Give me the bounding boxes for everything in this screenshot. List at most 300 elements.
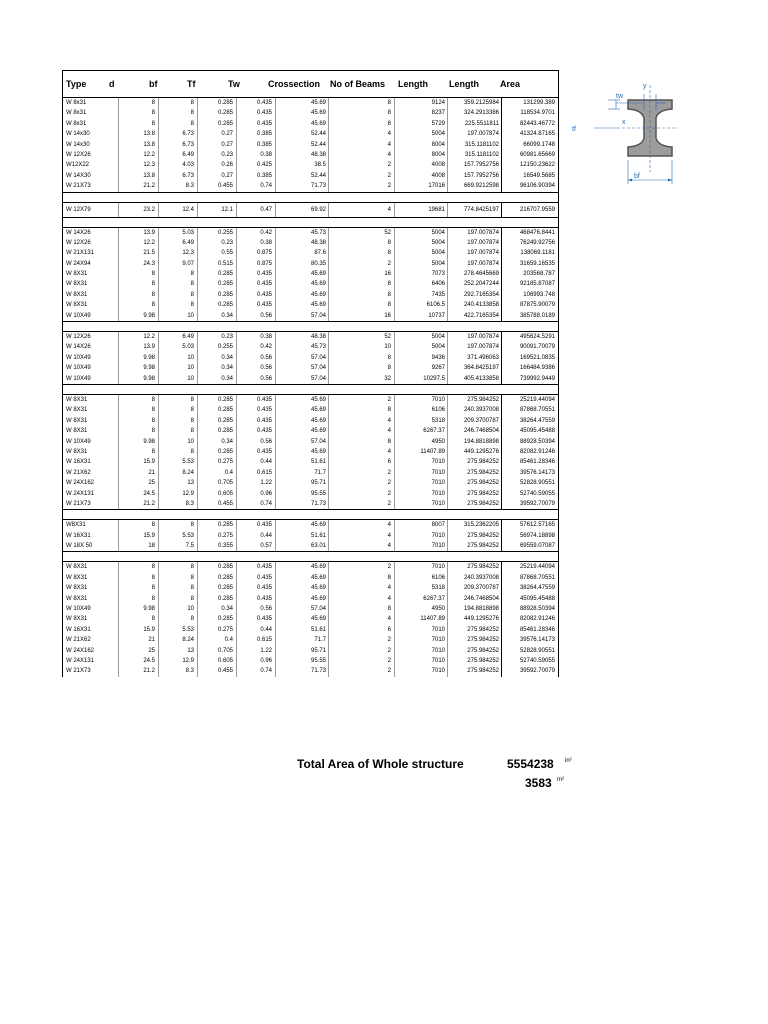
beam-group — [63, 98, 558, 193]
cell-length-mm: 6267.37 — [394, 594, 448, 604]
cell-crossection: 45.69 — [275, 520, 329, 530]
group-spacer — [63, 385, 558, 395]
cell-length-in: 225.5511811 — [447, 119, 502, 129]
cell-depth: 9.98 — [118, 363, 158, 373]
cell-depth: 21.2 — [118, 181, 158, 191]
table-row — [63, 426, 558, 436]
cell-flange-thickness: 0.285 — [197, 279, 236, 289]
cell-flange-thickness: 0.515 — [197, 259, 236, 269]
cell-crossection: 52.44 — [275, 129, 329, 139]
cell-depth: 13.8 — [118, 171, 158, 181]
cell-area: 31659.16535 — [501, 259, 557, 269]
cell-crossection: 45.69 — [275, 426, 329, 436]
cell-crossection: 71.7 — [275, 635, 329, 645]
cell-web-thickness: 0.385 — [236, 171, 275, 181]
cell-web-thickness: 0.875 — [236, 248, 275, 258]
cell-no-of-beams: 52 — [328, 332, 394, 342]
cell-no-of-beams: 8 — [328, 604, 394, 614]
table-row — [63, 98, 558, 108]
cell-depth: 12.2 — [118, 150, 158, 160]
cell-flange-thickness: 0.27 — [197, 171, 236, 181]
cell-length-in: 157.7952756 — [447, 160, 502, 170]
table-body — [63, 98, 558, 677]
cell-area: 216707.9559 — [501, 203, 557, 217]
cell-web-thickness: 1.22 — [236, 646, 275, 656]
cell-length-in: 197.007874 — [447, 248, 502, 258]
cell-flange-width: 5.03 — [158, 342, 197, 352]
cell-crossection: 57.04 — [275, 374, 329, 384]
table-row — [63, 171, 558, 181]
table-row — [63, 342, 558, 352]
cell-flange-width: 6.49 — [158, 150, 197, 160]
cell-area: 57612.57165 — [501, 520, 557, 530]
cell-area: 90091.70079 — [501, 342, 557, 352]
cell-flange-width: 13 — [158, 478, 197, 488]
cell-no-of-beams: 8 — [328, 108, 394, 118]
cell-crossection: 48.38 — [275, 150, 329, 160]
cell-type: W 16X31 — [66, 459, 91, 466]
cell-length-in: 364.8425197 — [447, 363, 502, 373]
cell-type: W 24X131 — [66, 657, 95, 664]
cell-web-thickness: 0.44 — [236, 625, 275, 635]
cell-crossection: 57.04 — [275, 363, 329, 373]
cell-depth: 8 — [118, 614, 158, 624]
cell-crossection: 57.04 — [275, 604, 329, 614]
cell-length-in: 246.7468504 — [447, 426, 502, 436]
cell-no-of-beams: 4 — [328, 583, 394, 593]
cell-length-in: 240.3937008 — [447, 405, 502, 415]
cell-length-in: 324.2913386 — [447, 108, 502, 118]
cell-length-in: 275.984252 — [447, 531, 502, 541]
cell-depth: 13.8 — [118, 140, 158, 150]
table-row — [63, 457, 558, 467]
cell-depth: 23.2 — [118, 203, 158, 217]
cell-depth: 8 — [118, 300, 158, 310]
header-tf: Tf — [187, 79, 196, 89]
cell-flange-width: 12.9 — [158, 656, 197, 666]
cell-no-of-beams: 4 — [328, 203, 394, 217]
cell-web-thickness: 0.56 — [236, 437, 275, 447]
cell-length-in: 275.984252 — [447, 489, 502, 499]
cell-flange-width: 8 — [158, 520, 197, 530]
cell-crossection: 71.73 — [275, 499, 329, 509]
cell-web-thickness: 0.38 — [236, 332, 275, 342]
cell-area: 52740.59055 — [501, 656, 557, 666]
cell-length-in: 422.7165354 — [447, 311, 502, 321]
cell-flange-width: 10 — [158, 353, 197, 363]
cell-depth: 21.5 — [118, 248, 158, 258]
cell-length-mm: 9267 — [394, 363, 448, 373]
cell-no-of-beams: 2 — [328, 259, 394, 269]
cell-length-mm: 7010 — [394, 531, 448, 541]
cell-flange-thickness: 0.4 — [197, 468, 236, 478]
cell-type: W 8X31 — [66, 585, 88, 592]
cell-crossection: 52.44 — [275, 140, 329, 150]
cell-no-of-beams: 4 — [328, 150, 394, 160]
cell-length-in: 449.1295276 — [447, 447, 502, 457]
cell-type: W 12X26 — [66, 151, 91, 158]
header-crossection: Crossection — [268, 79, 321, 89]
cell-type: W 24X162 — [66, 480, 95, 487]
cell-type: W 16X31 — [66, 626, 91, 633]
cell-flange-thickness: 0.34 — [197, 353, 236, 363]
total-area-label: Total Area of Whole structure — [297, 757, 464, 771]
cell-crossection: 51.61 — [275, 457, 329, 467]
cell-no-of-beams: 4 — [328, 520, 394, 530]
cell-area: 38264.47559 — [501, 416, 557, 426]
cell-area: 39592.70079 — [501, 666, 557, 676]
cell-type: W 21X62 — [66, 637, 91, 644]
cell-length-mm: 7010 — [394, 489, 448, 499]
cell-area: 85461.28346 — [501, 625, 557, 635]
cell-type: W 14X30 — [66, 172, 91, 179]
cell-flange-thickness: 0.275 — [197, 457, 236, 467]
cell-no-of-beams: 6 — [328, 625, 394, 635]
cell-flange-width: 8.24 — [158, 468, 197, 478]
cell-crossection: 45.73 — [275, 342, 329, 352]
cell-no-of-beams: 8 — [328, 290, 394, 300]
cell-no-of-beams: 16 — [328, 269, 394, 279]
cell-web-thickness: 0.435 — [236, 447, 275, 457]
cell-depth: 15.9 — [118, 531, 158, 541]
cell-crossection: 45.73 — [275, 228, 329, 238]
table-row — [63, 594, 558, 604]
cell-no-of-beams: 2 — [328, 499, 394, 509]
cell-no-of-beams: 4 — [328, 416, 394, 426]
cell-flange-thickness: 0.285 — [197, 447, 236, 457]
beam-group — [63, 562, 558, 676]
cell-length-mm: 5004 — [394, 228, 448, 238]
cell-no-of-beams: 8 — [328, 405, 394, 415]
cell-crossection: 45.69 — [275, 108, 329, 118]
cell-area: 88928.50394 — [501, 604, 557, 614]
table-header — [63, 71, 558, 98]
cell-type: W 8X31 — [66, 407, 88, 414]
cell-no-of-beams: 2 — [328, 478, 394, 488]
cell-length-mm: 5004 — [394, 259, 448, 269]
cell-depth: 8 — [118, 583, 158, 593]
cell-type: W 24X94 — [66, 260, 91, 267]
cell-web-thickness: 0.42 — [236, 228, 275, 238]
cell-flange-width: 6.49 — [158, 332, 197, 342]
beam-group — [63, 332, 558, 385]
cell-web-thickness: 0.435 — [236, 119, 275, 129]
cell-length-in: 275.984252 — [447, 646, 502, 656]
cell-flange-width: 8 — [158, 300, 197, 310]
cell-web-thickness: 0.435 — [236, 614, 275, 624]
cell-area: 25219.44094 — [501, 395, 557, 405]
cell-flange-thickness: 0.705 — [197, 646, 236, 656]
cell-flange-thickness: 0.23 — [197, 238, 236, 248]
cell-depth: 25 — [118, 478, 158, 488]
beam-group — [63, 228, 558, 323]
cell-length-mm: 7010 — [394, 478, 448, 488]
cell-web-thickness: 0.74 — [236, 181, 275, 191]
cell-web-thickness: 0.435 — [236, 300, 275, 310]
cell-type: W 8X31 — [66, 595, 88, 602]
table-row — [63, 625, 558, 635]
cell-crossection: 45.69 — [275, 290, 329, 300]
cell-length-mm: 4008 — [394, 160, 448, 170]
cell-area: 87875.90079 — [501, 300, 557, 310]
cell-area: 82082.91246 — [501, 614, 557, 624]
table-row — [63, 119, 558, 129]
cell-web-thickness: 0.615 — [236, 468, 275, 478]
cell-flange-thickness: 0.455 — [197, 499, 236, 509]
cell-area: 39592.70079 — [501, 499, 557, 509]
cell-flange-width: 5.53 — [158, 531, 197, 541]
cell-length-mm: 7073 — [394, 269, 448, 279]
cell-length-in: 315.1181102 — [447, 150, 502, 160]
cell-flange-width: 8.3 — [158, 499, 197, 509]
total-area-in2: 5554238 — [507, 757, 554, 771]
cell-length-mm: 10297.5 — [394, 374, 448, 384]
cell-flange-thickness: 0.285 — [197, 395, 236, 405]
cell-type: W 8X31 — [66, 564, 88, 571]
cell-type: W12X22 — [66, 162, 90, 169]
cell-flange-thickness: 0.705 — [197, 478, 236, 488]
beam-group — [63, 520, 558, 552]
cell-no-of-beams: 2 — [328, 635, 394, 645]
cell-web-thickness: 0.74 — [236, 666, 275, 676]
label-x: x — [622, 119, 626, 126]
cell-depth: 24.5 — [118, 656, 158, 666]
cell-web-thickness: 0.96 — [236, 656, 275, 666]
cell-crossection: 45.69 — [275, 562, 329, 572]
group-spacer — [63, 218, 558, 228]
cell-flange-width: 9.07 — [158, 259, 197, 269]
cell-length-in: 278.4645669 — [447, 269, 502, 279]
cell-area: 82443.46772 — [501, 119, 557, 129]
cell-flange-width: 8 — [158, 119, 197, 129]
cell-crossection: 57.04 — [275, 437, 329, 447]
cell-type: W 8X31 — [66, 574, 88, 581]
cell-length-in: 275.984252 — [447, 656, 502, 666]
cell-flange-thickness: 0.605 — [197, 656, 236, 666]
cell-area: 138069.1181 — [501, 248, 557, 258]
cell-no-of-beams: 2 — [328, 468, 394, 478]
cell-area: 169521.0835 — [501, 353, 557, 363]
cell-depth: 8 — [118, 520, 158, 530]
cell-length-mm: 7010 — [394, 625, 448, 635]
header-bf: bf — [149, 79, 158, 89]
table-row — [63, 248, 558, 258]
header-area: Area — [500, 79, 521, 89]
cell-depth: 21 — [118, 468, 158, 478]
cell-length-in: 197.007874 — [447, 238, 502, 248]
cell-flange-width: 8 — [158, 395, 197, 405]
table-row — [63, 108, 558, 118]
cell-length-mm: 7010 — [394, 468, 448, 478]
cell-flange-thickness: 0.34 — [197, 363, 236, 373]
cell-web-thickness: 0.56 — [236, 374, 275, 384]
cell-length-mm: 5004 — [394, 332, 448, 342]
table-row — [63, 181, 558, 191]
cell-crossection: 57.04 — [275, 353, 329, 363]
cell-crossection: 57.04 — [275, 311, 329, 321]
cell-length-mm: 5318 — [394, 416, 448, 426]
beam-group — [63, 203, 558, 218]
cell-depth: 8 — [118, 562, 158, 572]
cell-length-in: 197.007874 — [447, 259, 502, 269]
cell-flange-width: 5.53 — [158, 457, 197, 467]
cell-depth: 13.8 — [118, 129, 158, 139]
group-spacer — [63, 510, 558, 520]
cell-length-in: 275.984252 — [447, 468, 502, 478]
beam-schedule-table — [62, 70, 559, 677]
cell-no-of-beams: 2 — [328, 160, 394, 170]
cell-depth: 9.98 — [118, 374, 158, 384]
cell-crossection: 45.69 — [275, 405, 329, 415]
cell-flange-width: 10 — [158, 437, 197, 447]
cell-crossection: 48.38 — [275, 332, 329, 342]
cell-area: 87868.70551 — [501, 573, 557, 583]
cell-flange-thickness: 0.285 — [197, 108, 236, 118]
table-row — [63, 259, 558, 269]
cell-no-of-beams: 4 — [328, 129, 394, 139]
cell-length-mm: 11407.89 — [394, 614, 448, 624]
cell-length-in: 774.8425197 — [447, 203, 502, 217]
cell-length-mm: 5318 — [394, 583, 448, 593]
group-spacer — [63, 552, 558, 562]
cell-length-in: 252.2047244 — [447, 279, 502, 289]
cell-web-thickness: 0.57 — [236, 541, 275, 551]
cell-flange-width: 10 — [158, 374, 197, 384]
cell-web-thickness: 0.47 — [236, 203, 275, 217]
cell-no-of-beams: 8 — [328, 119, 394, 129]
header-no-of-beams: No of Beams — [330, 79, 386, 89]
totals-block — [297, 757, 597, 797]
cell-no-of-beams: 8 — [328, 573, 394, 583]
cell-flange-width: 12.9 — [158, 489, 197, 499]
table-row — [63, 311, 558, 321]
cell-flange-width: 10 — [158, 311, 197, 321]
cell-length-in: 315.1181102 — [447, 140, 502, 150]
cell-flange-width: 8 — [158, 594, 197, 604]
cell-flange-thickness: 0.26 — [197, 160, 236, 170]
cell-type: W 10X49 — [66, 312, 91, 319]
cell-area: 16549.5685 — [501, 171, 557, 181]
cell-length-mm: 7010 — [394, 541, 448, 551]
cell-no-of-beams: 8 — [328, 437, 394, 447]
cell-no-of-beams: 8 — [328, 353, 394, 363]
cell-depth: 9.98 — [118, 437, 158, 447]
cell-no-of-beams: 8 — [328, 248, 394, 258]
cell-no-of-beams: 4 — [328, 614, 394, 624]
cell-flange-thickness: 0.255 — [197, 228, 236, 238]
cell-length-in: 157.7952756 — [447, 171, 502, 181]
cell-flange-thickness: 0.355 — [197, 541, 236, 551]
cell-length-mm: 5729 — [394, 119, 448, 129]
cell-area: 82082.91246 — [501, 447, 557, 457]
table-row — [63, 604, 558, 614]
cell-length-mm: 7010 — [394, 457, 448, 467]
cell-depth: 18 — [118, 541, 158, 551]
cell-flange-thickness: 0.34 — [197, 437, 236, 447]
cell-length-in: 275.984252 — [447, 562, 502, 572]
table-row — [63, 150, 558, 160]
cell-type: W 8X31 — [66, 281, 88, 288]
cell-length-mm: 7010 — [394, 635, 448, 645]
cell-type: W 8X31 — [66, 271, 88, 278]
cell-length-mm: 7010 — [394, 656, 448, 666]
cell-length-mm: 7010 — [394, 499, 448, 509]
table-row — [63, 203, 558, 217]
cell-type: W 8X31 — [66, 428, 88, 435]
cell-type: W 8x31 — [66, 120, 87, 127]
cell-area: 96106.90394 — [501, 181, 557, 191]
cell-type: W 8x31 — [66, 110, 87, 117]
label-tw: tw — [616, 93, 623, 100]
cell-flange-width: 8.24 — [158, 635, 197, 645]
cell-length-in: 194.8818898 — [447, 604, 502, 614]
cell-web-thickness: 0.385 — [236, 129, 275, 139]
cell-area: 52828.90551 — [501, 478, 557, 488]
cell-area: 69559.07087 — [501, 541, 557, 551]
cell-flange-width: 6.73 — [158, 140, 197, 150]
cell-no-of-beams: 4 — [328, 541, 394, 551]
cell-crossection: 45.69 — [275, 447, 329, 457]
cell-no-of-beams: 4 — [328, 447, 394, 457]
cell-length-in: 405.4133858 — [447, 374, 502, 384]
table-row — [63, 541, 558, 551]
cell-web-thickness: 0.38 — [236, 238, 275, 248]
cell-flange-width: 13 — [158, 646, 197, 656]
cell-area: 45095.45488 — [501, 426, 557, 436]
cell-length-in: 275.984252 — [447, 666, 502, 676]
total-area-m2: 3583 — [525, 776, 552, 790]
table-row — [63, 129, 558, 139]
table-row — [63, 468, 558, 478]
cell-flange-thickness: 0.27 — [197, 129, 236, 139]
cell-flange-width: 8 — [158, 426, 197, 436]
cell-no-of-beams: 2 — [328, 646, 394, 656]
cell-length-mm: 5004 — [394, 248, 448, 258]
cell-depth: 8 — [118, 279, 158, 289]
cell-crossection: 95.55 — [275, 656, 329, 666]
cell-flange-thickness: 0.285 — [197, 614, 236, 624]
cell-crossection: 80.35 — [275, 259, 329, 269]
cell-crossection: 45.69 — [275, 583, 329, 593]
table-row — [63, 363, 558, 373]
cell-web-thickness: 0.435 — [236, 108, 275, 118]
cell-type: W 10X49 — [66, 606, 91, 613]
cell-area: 39576.14173 — [501, 468, 557, 478]
cell-length-mm: 8007 — [394, 520, 448, 530]
table-row — [63, 395, 558, 405]
cell-type: W 12X79 — [66, 206, 91, 213]
cell-web-thickness: 0.435 — [236, 562, 275, 572]
cell-flange-width: 12.4 — [158, 203, 197, 217]
cell-depth: 8 — [118, 447, 158, 457]
i-beam-section-icon — [566, 80, 686, 190]
cell-flange-width: 10 — [158, 363, 197, 373]
cell-flange-thickness: 0.285 — [197, 562, 236, 572]
cell-area: 56974.18898 — [501, 531, 557, 541]
cell-web-thickness: 0.56 — [236, 311, 275, 321]
cell-web-thickness: 0.425 — [236, 160, 275, 170]
cell-area: 12150.23622 — [501, 160, 557, 170]
cell-length-mm: 4008 — [394, 171, 448, 181]
cell-type: W 14x30 — [66, 141, 90, 148]
cell-type: W 10X49 — [66, 354, 91, 361]
cell-length-in: 246.7468504 — [447, 594, 502, 604]
cell-crossection: 87.6 — [275, 248, 329, 258]
cell-flange-width: 5.03 — [158, 228, 197, 238]
cell-web-thickness: 1.22 — [236, 478, 275, 488]
cell-flange-width: 12.3 — [158, 248, 197, 258]
cell-web-thickness: 0.42 — [236, 342, 275, 352]
